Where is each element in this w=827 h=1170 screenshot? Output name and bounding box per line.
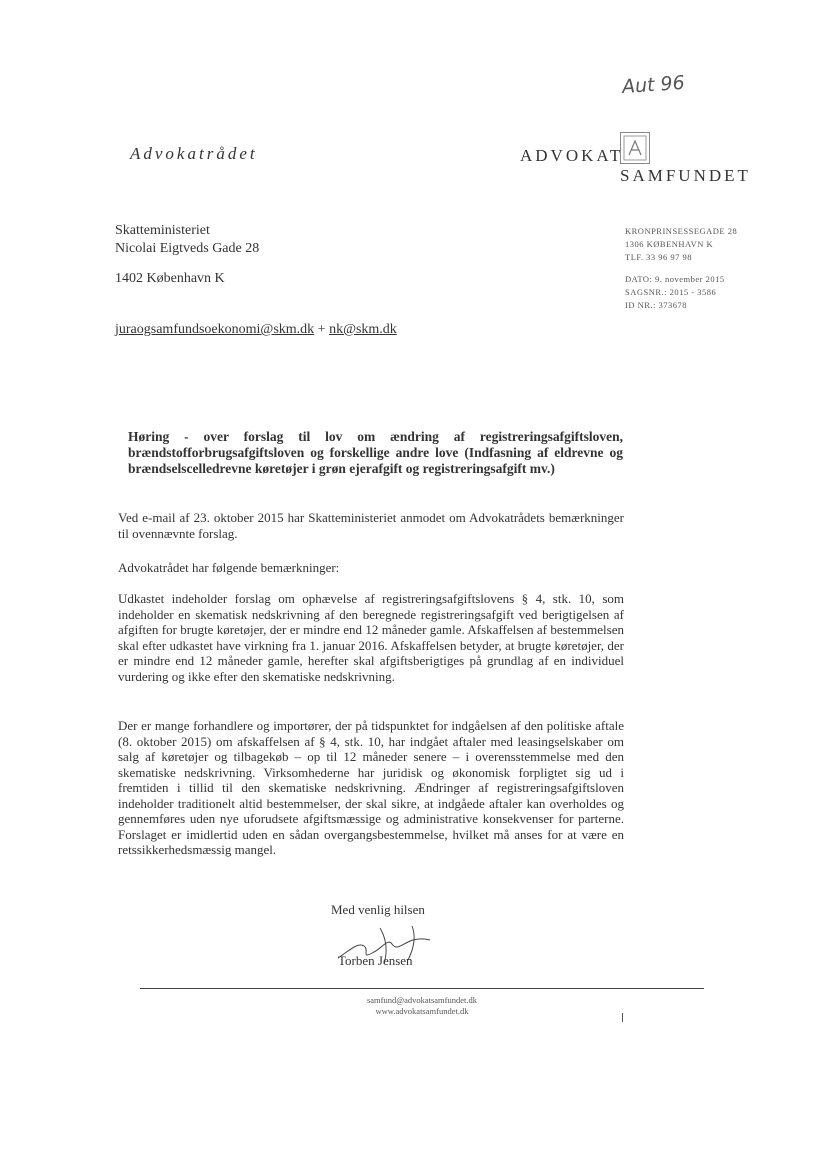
emblem-icon [620,132,650,164]
address-line-1: KRONPRINSESSEGADE 28 [625,226,738,236]
footer-divider [140,988,704,989]
recipient-address [115,222,259,258]
signatory-name: Torben Jensen [338,953,413,968]
page-mark [622,1013,623,1022]
case-number: SAGSNR.: 2015 - 3586 [625,287,717,297]
email-separator: + [317,322,326,337]
recipient-street: Nicolai Eigtveds Gade 28 [115,241,260,256]
closing-greeting: Med venlig hilsen [331,902,425,917]
email-link-2[interactable]: nk@skm.dk [329,322,397,337]
brand-word-samfundet: SAMFUNDET [620,166,751,185]
address-line-2: 1306 KØBENHAVN K [625,239,714,249]
phone-number: TLF. 33 96 97 98 [625,252,693,262]
paragraph-4: Der er mange forhandlere og importører, der på tidspunktet for indgåelsen af den politiske aftale (8. oktober 2015) om afskaffelsen af § 4, stk. 10, har indgået aftaler med leasingselskaber om salg af køretøjer og tilbagekøb – op til 12 måneder senere – i overensstemmelse med den skematiske nedskrivning. Virksomhederne har juridisk og økonomisk forpligtet sig ud i fremtiden i tillid til den skematiske nedskrivning. Ændringer af registreringsafgiftsloven indeholder traditionelt altid bestemmelser, der skal sikre, at indgåede aftaler kan overholdes og gennemføres uden nye uforudsete afgiftsmæssige og administrative konsekvenser for parterne. Forslaget er imidlertid uden en sådan overgangsbestemmelse, hvilket må anses for at være en retssikkerhedsmæssig mangel. [118,718,624,857]
paragraph-2: Advokatrådet har følgende bemærkninger: [118,560,340,575]
brand-logo [520,128,750,190]
footer-email[interactable]: samfund@advokatsamfundet.dk [366,995,478,1005]
email-link-1[interactable]: juraogsamfundsoekonomi@skm.dk [115,322,315,337]
sender-name: Advokatrådet [130,144,258,163]
handwritten-annotation: Aut 96 [621,71,686,99]
recipient-city: 1402 København K [115,271,225,286]
footer-website[interactable]: www.advokatsamfundet.dk [375,1006,469,1016]
letter-date: DATO: 9. november 2015 [625,274,725,284]
brand-word-advokat: ADVOKAT [520,146,624,165]
paragraph-1: Ved e-mail af 23. oktober 2015 har Skatteministeriet anmodet om Advokatrådets bemærkninger til ovennævnte forslag. [118,510,624,541]
recipient-emails [115,322,397,338]
recipient-name: Skatteministeriet [115,223,210,238]
letter-subject: Høring - over forslag til lov om ændring af registreringsafgiftsloven, brændstofforbrugsafgiftsloven og forskellige andre love (Indfasning af eldrevne og brændselscelledrevne køretøjer i grøn ejerafgift og registreringsafgift mv.) [128,429,623,476]
paragraph-3: Udkastet indeholder forslag om ophævelse af registreringsafgiftslovens § 4, stk. 10, som indeholder en skematisk nedskrivning af den beregnede registreringsafgift ved berigtigelsen af afgiften for brugte køretøjer, der er mindre end 12 måneder gamle. Afskaffelsen af bestemmelsen skal efter udkastet have virkning fra 1. januar 2016. Afskaffelsen betyder, at brugte køretøjer, der er mindre end 12 måneder gamle, herefter skal afgiftsberigtiges på grundlag af en individuel vurdering og ikke efter den skematiske nedskrivning. [118,591,624,684]
id-number: ID NR.: 373678 [625,300,688,310]
sender-contact-block [625,225,737,312]
